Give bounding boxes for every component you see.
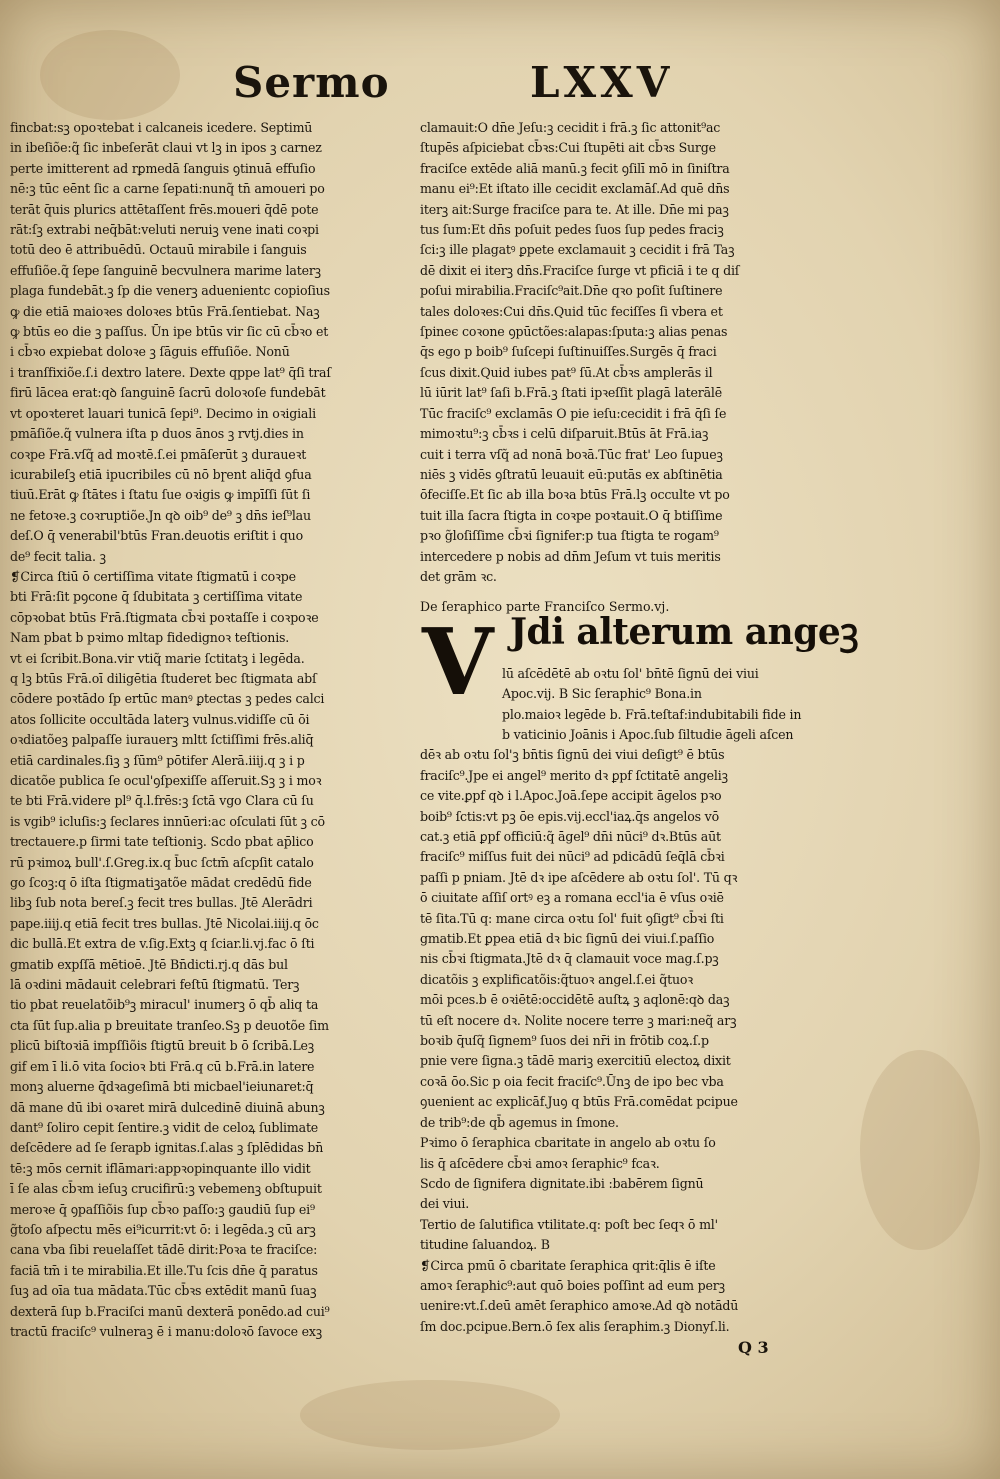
text-line: uenire:vt.ſ.deū amēt ſeraphico amoꝛe.Ad qꝺ notādū: [420, 1298, 739, 1314]
text-line: vt ei ſcribit.Bona.vir vtiq̃ marie ſctitatꝫ i legēda.: [10, 650, 305, 666]
text-line: ī ſe alas cb̄ꝛm ieſuꝫ crucifirū:ꝫ vebemenꝫ obſtupuit: [10, 1181, 322, 1197]
text-line: ſtupēs aſpiciebat cb̄ꝛs:Cui ſtupēti ait cb̄ꝛs Surge: [420, 140, 716, 156]
text-line: tiuū.Erāt ꝙ ſtātes i ſtatu ſue oꝛigis ꝙ impīſſi ſūt ſi: [10, 487, 311, 503]
text-line: totū deo ē attribuēdū. Octauū mirabile i ſanguis: [10, 242, 307, 258]
text-line: niēs ꝫ vidēs ꝯſtratū leuauit eū:putās ex abſtinētia: [420, 466, 723, 482]
text-line: plicū biſtoꝛiā impſſiõis ſtigtū breuit b ō ſcribā.Leꝫ: [10, 1038, 315, 1054]
text-line: Apoc.vij. B Sic ſeraphic⁹ Bona.in: [502, 686, 702, 702]
text-line: firū lācea erat:qꝺ ſanguinē ſacrū doloꝛoſe fundebāt: [10, 385, 326, 401]
text-line: go ſcoꝫ:q ō iſta ſtigmatiꝫatõe mādat credēdū fide: [10, 875, 312, 891]
text-line: cana vba ſibi reuelaſſet tādē dirit:Poꝛa te fraciſce:: [10, 1242, 318, 1258]
text-line: ōfeciſſe.Et ſic ab illa boꝛa btūs Frā.lꝫ occulte vt po: [420, 487, 730, 503]
text-line: ce vite.ꝑpf qꝺ i l.Apoc.Joā.ſepe accipit āgelos pꝛo: [420, 788, 722, 804]
text-line: in ibeſiõe:q̃ ſic inbeſerāt claui vt lꝫ in ipos ꝫ carnez: [10, 140, 322, 156]
right-column-continuation: [420, 118, 825, 587]
text-line: cōdere poꝛtādo ſp ertūc manꝰ ꝑtectas ꝫ pedes calci: [10, 691, 325, 707]
text-line: fraciſc⁹ miſſus fuit dei nūci⁹ ad pdicādū ſeq̄lā cb̄ꝛi: [420, 849, 725, 865]
text-line: tū eſt nocere dꝛ. Nolite nocere terre ꝫ mari:neq̃ arꝫ: [420, 1012, 737, 1028]
text-line: plo.maioꝛ legēde b. Frā.teſtaf:indubitabili fide in: [502, 706, 802, 722]
text-line: is vgib⁹ icluſis:ꝫ ſeclares innūeri:ac oſculati ſūt ꝫ cō: [10, 813, 325, 829]
text-line: dā mane dū ibi oꝛaret mirā dulcedinē diuinā abunꝫ: [10, 1099, 325, 1115]
text-line: icurabileſꝫ etiā ipucribiles cū nō bɼent aliq̄d ꝯfua: [10, 466, 312, 482]
text-line: dēꝛ ab oꝛtu ſol'ꝫ bn̄tis ſignū dei viui deſigt⁹ ē btūs: [420, 747, 725, 763]
text-line: tē:ꝫ mōs cernit iflāmari:appꝛopinquante illo vidit: [10, 1160, 311, 1176]
text-line: pnie vere ſigna.ꝫ tādē mariꝫ exercitiū electoꝝ dixit: [420, 1053, 731, 1069]
text-line: pmāſiõe.q̃ vulnera iſta p duos ānos ꝫ rvtj.dies in: [10, 426, 304, 442]
text-line: dic bullā.Et extra de v.ſig.Extꝫ q ſciar.li.vj.fac ō ſti: [10, 936, 315, 952]
text-line: nē:ꝫ tūc eēnt ſic a carne ſepati:nunq̃ tn̄ amoueri po: [10, 181, 325, 197]
sermon-title: De ſeraphico parte Franciſco Sermo.vj.: [420, 599, 670, 615]
text-line: pꝛo g̃loſiſſime cb̄ꝛi ſignifer:p tua ſtigta te rogam⁹: [420, 528, 719, 544]
text-line: Tūc fraciſc⁹ exclamās O pie ieſu:cecidit i frā q̄ſi ſe: [420, 405, 727, 421]
text-line: atos ſollicite occultāda laterꝫ vulnus.vidiſſe cū ōi: [10, 711, 310, 727]
text-line: Pꝛimo ō ſeraphica cbaritate in angelo ab oꝛtu ſo: [420, 1135, 716, 1151]
text-line: lū iūrit lat⁹ ſaſi b.Frā.ꝫ ſtati ipꝛeſſit plagā laterālē: [420, 385, 722, 401]
text-line: fraciſc⁹.Jpe ei angel⁹ merito dꝛ ꝑpf ſctitatē angeliꝫ: [420, 767, 728, 783]
text-line: de trib⁹:de qb̄ agemus in ſmone.: [420, 1114, 619, 1130]
text-line: ſcus dixit.Quid iubes pat⁹ ſū.At cb̄ꝛs amplerās il: [420, 364, 713, 380]
text-line: manu ei⁹:Et iſtato ille cecidit exclamāſ.Ad quē dn̄s: [420, 181, 730, 197]
text-line: ō ciuitate aſſiſ ortꝰ eꝫ a romana eccl'ia ē vſus oꝛiē: [420, 890, 724, 906]
text-line: cuit i terra vſq̃ ad nonā boꝛā.Tūc frat' Leo ſupueꝫ: [420, 446, 723, 462]
text-line: paſſi p pniam. Jtē dꝛ ipe aſcēdere ab oꝛtu ſol'. Tū qꝛ: [420, 869, 738, 885]
text-line: ꝙ btūs eo die ꝫ paſſus. Ūn ipe btūs vir ſic cū cb̄ꝛo et: [10, 324, 329, 340]
text-line: gmatib.Et ꝑpea etiā dꝛ bic ſignū dei viui.ſ.paſſio: [420, 931, 715, 947]
text-line: boib⁹ ſctis:vt pꝫ ōe epis.vij.eccl'iaꝝ.q̄s angelos vō: [420, 808, 719, 824]
text-line: ſuꝫ ad oīa tua mādata.Tūc cb̄ꝛs extēdit manū ſuaꝫ: [10, 1283, 317, 1299]
text-line: poſui mirabilia.Fraciſc⁹ait.Dn̄e qꝛo poſit ſuſtinere: [420, 283, 723, 299]
text-line: gmatib expſſā mētioē. Jtē Bn̄dicti.rj.q dās bul: [10, 956, 288, 972]
text-line: deſcēdere ad ſe ſerapb ignitas.ſ.alas ꝫ ſplēdidas bn̄: [10, 1140, 324, 1156]
text-line: coꝛpe Frā.vſq̃ ad moꝛtē.ſ.ei pmāſerūt ꝫ duraueꝛt: [10, 446, 307, 462]
text-line: tus ſum:Et dn̄s poſuit pedes ſuos ſup pedes fraciꝫ: [420, 222, 724, 238]
text-line: i cb̄ꝛo expiebat doloꝛe ꝫ ſāguis effuſiõe. Nonū: [10, 344, 290, 360]
text-line: plaga fundebāt.ꝫ ſp die venerꝫ aduenientc copioſius: [10, 283, 330, 299]
text-line: tales doloꝛes:Cui dn̄s.Quid tūc feciſſes ſi vbera et: [420, 303, 723, 319]
left-text-column: [10, 118, 410, 1342]
text-line: dicatõis ꝫ explificatõis:q̃tuoꝛ angel.ſ.ei q̃tuoꝛ: [420, 971, 694, 987]
text-line: ❡Circa pmū ō cbaritate ſeraphica qrit:q̄lis ē iſte: [420, 1257, 716, 1273]
signature-mark: Q 3: [738, 1338, 769, 1357]
text-line: fraciſce extēde aliā manū.ꝫ fecit ꝯſilī mō in ſiniſtra: [420, 160, 730, 176]
text-line: det grām ꝛc.: [420, 568, 497, 584]
text-line: lis q̄ aſcēdere cb̄ꝛi amoꝛ ſeraphic⁹ fcaꝛ.: [420, 1155, 660, 1171]
text-line: cōpꝛobat btūs Frā.ſtigmata cb̄ꝛi poꝛtaſſe i coꝛpoꝛe: [10, 609, 319, 625]
text-line: libꝫ ſub nota bereſ.ꝫ fecit tres bullas. Jtē Alerādri: [10, 895, 313, 911]
text-line: i tranſfixiõe.ſ.i dextro latere. Dexte qppe lat⁹ q̄ſi traſ: [10, 364, 331, 380]
text-line: titudine ſaluandoꝝ. B: [420, 1237, 550, 1253]
text-line: ſpineє coꝛone ꝯpūctões:alapas:ſputa:ꝫ alias penas: [420, 324, 728, 340]
text-line: coꝛā ōo.Sic p oia fecit fraciſc⁹.Ūnꝫ de ipo bec vba: [420, 1073, 724, 1089]
text-line: tē ſita.Tū q: mane circa oꝛtu ſol' fuit ꝯſigt⁹ cb̄ꝛi ſti: [420, 910, 724, 926]
text-line: dicatõe publica ſe ocul'ꝯſpexiſſe aſſeruit.Sꝫ ꝫ i moꝛ: [10, 773, 322, 788]
text-line: ſm doc.pcipue.Bern.ō ſex alis ſeraphim.ꝫ Dionyſ.li.: [420, 1318, 730, 1334]
text-line: ꝙ die etiā maioꝛes doloꝛes btūs Frā.ſentiebat. Naꝫ: [10, 303, 320, 319]
text-line: nis cb̄ꝛi ſtigmata.Jtē dꝛ q̄ clamauit voce mag.ſ.pꝫ: [420, 951, 719, 967]
text-line: mōi pces.b ē oꝛiētē:occidētē auſtꝝ ꝫ aqlonē:qꝺ daꝫ: [420, 992, 730, 1008]
text-line: ꝯuenient ac explicāf.Juꝯ q btūs Frā.comēdat pcipue: [420, 1094, 738, 1110]
text-line: amoꝛ ſeraphic⁹:aut quō boies poſſint ad eum perꝫ: [420, 1277, 725, 1293]
right-text-column: [420, 118, 859, 1337]
text-line: te bti Frā.videre pl⁹ q̄.l.frēs:ꝫ ſctā vgo Clara cū ſu: [10, 793, 314, 809]
text-line: de⁹ fecit talia. ꝫ: [10, 548, 106, 564]
text-line: pape.iiij.q etiā fecit tres bullas. Jtē Nicolai.iiij.q ōc: [10, 915, 319, 931]
text-line: oꝛdiatõeꝫ palpaſſe iurauerꝫ mltt ſctiſſimi frēs.aliq̄: [10, 732, 314, 748]
text-line: faciā tm̄ i te mirabilia.Et ille.Tu ſcis dn̄e q̄ paratus: [10, 1262, 318, 1278]
text-line: lā oꝛdini mādauit celebrari feſtū ſtigmatū. Terꝫ: [10, 977, 300, 993]
text-line: tio pbat reuelatõib⁹ꝫ miracul' inumerꝫ ō qb̄ aliq ta: [10, 997, 319, 1013]
text-line: monꝫ aluerne q̄dꝛageſimā bti micbael'ieiunaret:q̄: [10, 1079, 314, 1095]
text-line: iterꝫ ait:Surge fraciſce para te. At ille. Dn̄e mi paꝫ: [420, 201, 729, 217]
text-line: clamauit:O dn̄e Jeſu:ꝫ cecidit i frā.ꝫ ſic attonit⁹ac: [420, 120, 721, 135]
text-line: terāt q̄uis plurics attētaſſent frēs.moueri q̄dē pote: [10, 201, 319, 217]
text-line: q lꝫ btūs Frā.oī diligētia ſtuderet bec ſtigmata abſ: [10, 670, 317, 686]
text-line: q̄s ego p boib⁹ ſuſcepi ſuſtinuiſſes.Surgēs q̄ fraci: [420, 344, 717, 360]
running-header: [0, 58, 1000, 118]
text-line: Scdo de ſignifera dignitate.ibi :babērem ſignū: [420, 1175, 704, 1191]
text-line: trectauere.p ſirmi tate teſtioniꝫ. Scdo pbat ap̄lico: [10, 834, 314, 850]
text-line: cat.ꝫ etiā ꝑpf officiū:q̃ āgel⁹ dn̄i nūci⁹ dꝛ.Btūs aūt: [420, 829, 721, 844]
text-line: fincbat:sꝫ opoꝛtebat i calcaneis icedere. Septimū: [10, 120, 313, 135]
text-line: effuſiõe.q̃ ſepe ſanguinē becvulnera marime laterꝫ: [10, 262, 321, 278]
text-line: Tertio de ſalutifica vtilitate.q: poſt bec ſeqꝛ ō ml': [420, 1216, 718, 1232]
text-line: ❡Circa ſtiū ō certiſſima vitate ſtigmatū i coꝛpe: [10, 568, 296, 584]
text-line: rāt:ſꝫ extrabi neq̄bāt:veluti neruiꝫ vene inati coꝛpi: [10, 222, 319, 238]
text-line: dexterā ſup b.Fraciſci manū dexterā ponēdo.ad cui⁹: [10, 1303, 330, 1319]
text-line: Nam pbat b pꝛimo mltap fidedignoꝛ teſtionis.: [10, 630, 290, 646]
text-line: deſ.O q̄ venerabil'btūs Fran.deuotis eriſtit i quo: [10, 528, 303, 544]
text-line: bti Frā:ſit pꝯcone q̄ ſdubitata ꝫ certiſſima vitate: [10, 589, 303, 605]
text-line: rū pꝛimoꝝ bull'.ſ.Greg.ix.q b̄uc ſctm̄ aſcpſit catalo: [10, 854, 314, 870]
text-line: dant⁹ ſoliro cepit ſentire.ꝫ vidit de celoꝝ ſublimate: [10, 1119, 319, 1135]
right-column-body: [420, 745, 825, 1337]
text-line: dē dixit ei iterꝫ dn̄s.Fraciſce ſurge vt pficiā i te q diſ: [420, 262, 740, 278]
text-line: vt opoꝛteret lauari tunicā ſepi⁹. Decimo in oꝛigiali: [10, 405, 316, 421]
text-line: g̃toſo aſpectu mēs ei⁹icurrit:vt ō: i legēda.ꝫ cū arꝫ: [10, 1221, 316, 1237]
header-folio-number: LXXV: [530, 58, 674, 107]
text-line: meroꝛe q̄ ꝯpaſſiõis ſup cb̄ꝛo paſſo:ꝫ gaudiū ſup ei⁹: [10, 1201, 315, 1217]
text-line: ſci:ꝫ ille plagatꝰ ꝑpete exclamauit ꝫ cecidit i frā Taꝫ: [420, 242, 735, 258]
text-line: lū aſcēdētē ab oꝛtu ſol' bn̄tē ſignū dei viui: [502, 665, 759, 681]
text-line: tuit illa ſacra ſtigta in coꝛpe poꝛtauit.O q̄ btiſſime: [420, 507, 723, 523]
text-line: boꝛib q̄uſq̃ ſignem⁹ ſuos dei nr̄i in frōtib coꝝ.ſ.p: [420, 1033, 709, 1049]
text-line: b vaticinio Joānis i Apoc.ſub ſiltudie āgeli aſcen: [502, 726, 794, 742]
text-line: ne fetoꝛe.ꝫ coꝛruptiõe.Jn qꝺ oib⁹ de⁹ ꝫ dn̄s ieſ⁹lau: [10, 507, 311, 523]
incipit-large-text: Jdi alterum angeꝫ: [510, 610, 859, 653]
text-line: cta ſūt ſup.alia p breuitate tranſeo.Sꝫ p deuotõe ſim: [10, 1017, 329, 1033]
text-line: perte imitterent ad rꝑmedā ſanguis ꝯtinuā effuſio: [10, 160, 316, 176]
text-line: dei viui.: [420, 1196, 470, 1212]
text-line: mimoꝛtu⁹:ꝫ cb̄ꝛs i celū diſparuit.Btūs āt Frā.iaꝫ: [420, 426, 709, 442]
text-line: etiā cardinales.ſiꝫ ꝫ ſūm⁹ pōtifer Alerā.iiij.q ꝫ i p: [10, 752, 305, 768]
text-line: intercedere p nobis ad dn̄m Jeſum vt tuis meritis: [420, 548, 721, 564]
text-line: tractū fraciſc⁹ vulneraꝫ ē i manu:doloꝛō ſavoce exꝫ: [10, 1323, 323, 1339]
header-sermo: Sermo: [233, 58, 390, 107]
text-line: gif em ī li.ō vita ſocioꝛ bti Frā.q cū b.Frā.in latere: [10, 1058, 315, 1074]
decorated-initial: V: [422, 607, 494, 716]
